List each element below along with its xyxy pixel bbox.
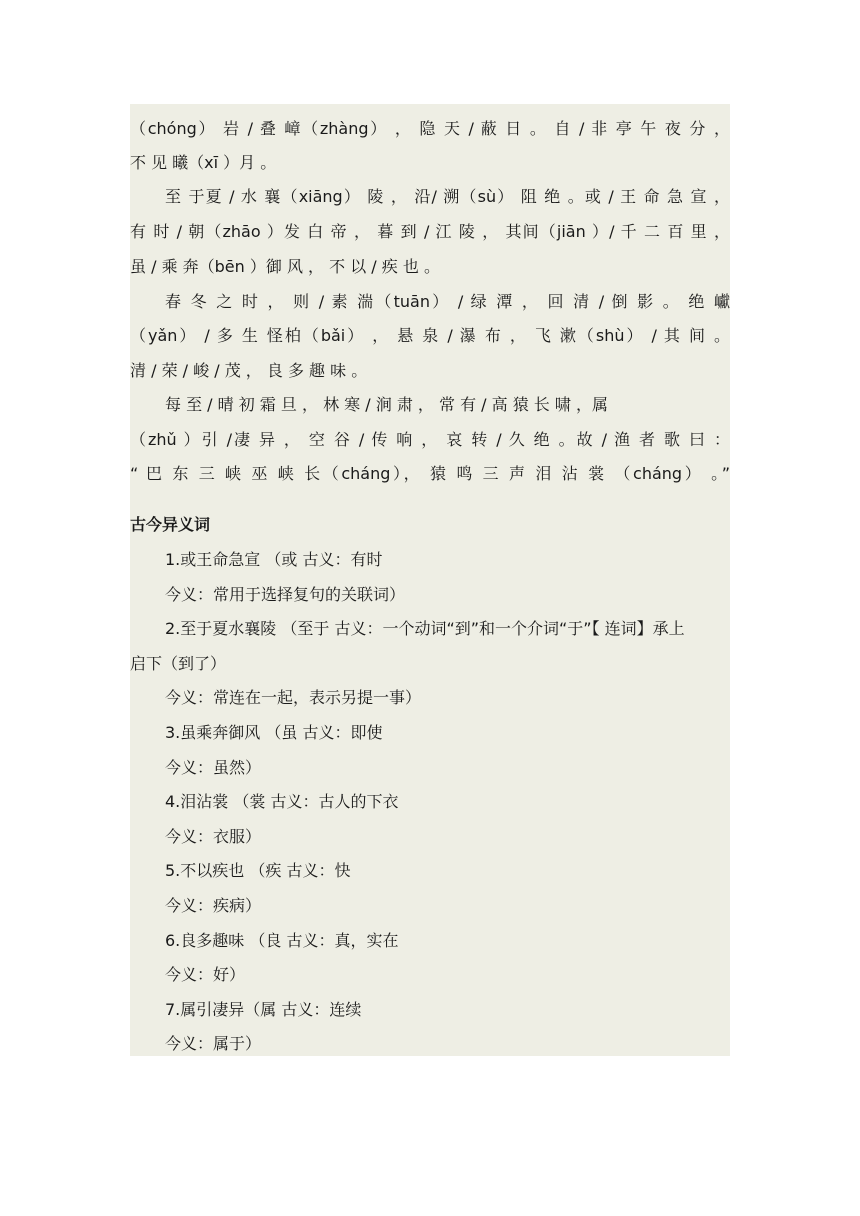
note-line: 7.属引凄异（属 古义：连续 <box>165 1000 362 1019</box>
passage-line: 虽 / 乘 奔（bēn ）御 风 ， 不 以 / 疾 也 。 <box>130 257 440 276</box>
passage-line: （yǎn） / 多 生 怪柏（bǎi） ， 悬 泉 / 瀑 布 ， 飞 漱（shù） / 其 间 。 <box>130 326 730 345</box>
note-line: 1.或王命急宣 （或 古义：有时 <box>165 550 383 569</box>
note-line: 今义：虽然） <box>165 758 262 777</box>
document-panel <box>130 104 730 1056</box>
note-line: 2.至于夏水襄陵 （至于 古义：一个动词“到”和一个介词“于”【 连词】承上 <box>165 619 685 638</box>
passage-line: “ 巴 东 三 峡 巫 峡 长（cháng）， 猿 鸣 三 声 泪 沾 裳 （cháng） 。” <box>130 464 730 483</box>
passage-line: 清 / 荣 / 峻 / 茂 ， 良 多 趣 味 。 <box>130 361 368 380</box>
note-line: 今义：衣服） <box>165 827 262 846</box>
passage-line: 每 至 / 晴 初 霜 旦 ， 林 寒 / 涧 肃 ， 常 有 / 高 猿 长 啸 ，属 <box>165 395 608 414</box>
note-line: 6.良多趣味 （良 古义：真，实在 <box>165 931 399 950</box>
note-line: 启下（到了） <box>130 654 227 673</box>
note-line: 今义：属于） <box>165 1034 262 1053</box>
note-line: 3.虽乘奔御风 （虽 古义：即使 <box>165 723 383 742</box>
passage-line: （zhǔ ）引 /凄 异 ， 空 谷 / 传 响 ， 哀 转 / 久 绝 。故 / 渔 者 歌 曰 ： <box>130 430 730 449</box>
note-line: 今义：好） <box>165 965 246 984</box>
note-line: 今义：常连在一起，表示另提一事） <box>165 688 422 707</box>
passage-line: 不 见 曦（xī ）月 。 <box>130 153 277 172</box>
note-line: 今义：常用于选择复句的关联词） <box>165 585 406 604</box>
section-title: 古今异义词 <box>130 515 211 534</box>
passage-line: （chóng） 岩 / 叠 嶂（zhàng） ， 隐 天 / 蔽 日 。 自 / 非 亭 午 夜 分 ， <box>130 119 730 138</box>
passage-line: 至 于夏 / 水 襄（xiāng） 陵 ， 沿/ 溯（sù） 阻 绝 。或 / 王 命 急 宣 ， <box>165 187 730 206</box>
note-line: 5.不以疾也 （疾 古义：快 <box>165 861 351 880</box>
note-line: 4.泪沾裳 （裳 古义：古人的下衣 <box>165 792 399 811</box>
passage-line: 春 冬 之 时 ， 则 / 素 湍（tuān） / 绿 潭 ， 回 清 / 倒 影 。 绝 巘 <box>165 292 730 311</box>
passage-line: 有 时 / 朝（zhāo ）发 白 帝 ， 暮 到 / 江 陵 ， 其间（jiān ）/ 千 二 百 里 ， <box>130 222 730 241</box>
note-line: 今义：疾病） <box>165 896 262 915</box>
